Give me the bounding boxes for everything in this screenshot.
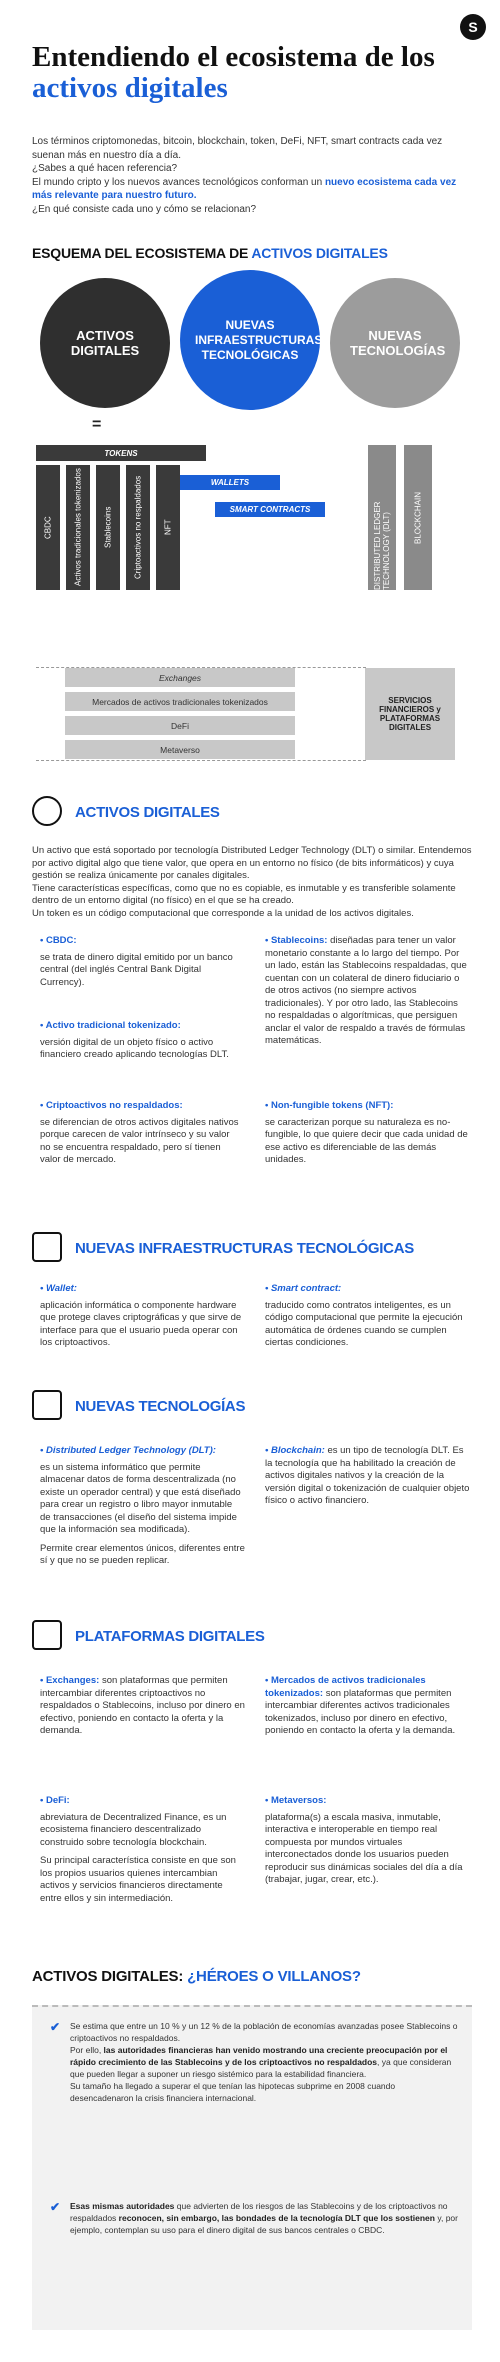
page-title: Entendiendo el ecosistema de los activos digitales <box>32 41 435 104</box>
blocks-icon <box>32 1390 62 1420</box>
col-cbdc: CBDC <box>36 465 60 590</box>
intro-text: Los términos criptomonedas, bitcoin, blockchain, token, DeFi, NFT, smart contracts cada vez suenan más en nuestro día a día. ¿Sabes a qué hacen referencia? El mundo cripto y los nuevos avances tecnológicos conforman un nuevo ecosistema cada vez más relevante para nuestro futuro. ¿En qué consiste cada uno y cómo se relacionan? <box>32 136 457 215</box>
col-stablecoins: Stablecoins <box>96 465 120 590</box>
item-cripto: • Criptoactivos no respaldados: se diferencian de otros activos digitales nativos porque carecen de valor intrínseco y su valor no se encuentra respaldado, pero sí tienen valor de mercado. <box>40 1100 239 1165</box>
col-dlt: DISTRIBUTED LEDGER TECHNOLOGY (DLT) <box>368 445 396 590</box>
item-cbdc: • CBDC: se trata de dinero digital emitido por un banco central (del inglés Central Bank Digital Currency). <box>40 935 233 988</box>
item-mercados: • Mercados de activos tradicionales tokenizados: son plataformas que permiten intercambiar diferentes activos tradicionales tokenizados, incluso por dinero en efectivo, poniendo en contacto la oferta y la demanda. <box>265 1675 456 1736</box>
tokens-bar: TOKENS <box>36 445 206 461</box>
col-blockchain: BLOCKCHAIN <box>404 445 432 590</box>
section-tec-heading: NUEVAS TECNOLOGÍAS <box>75 1398 246 1415</box>
wallet-icon <box>32 1232 62 1262</box>
bar-defi: DeFi <box>65 716 295 735</box>
bar-exchanges: Exchanges <box>65 668 295 687</box>
circle-infraestructuras: NUEVAS INFRAESTRUCTURAS TECNOLÓGICAS <box>180 270 320 410</box>
item-wallet: • Wallet: aplicación informática o componente hardware que protege claves criptográficas y que sirve de interface para que el usuario pueda operar con los criptoactivos. <box>40 1283 242 1348</box>
brand-logo[interactable]: S <box>460 14 486 40</box>
circle-activos: ACTIVOS DIGITALES <box>40 278 170 408</box>
item-nft: • Non-fungible tokens (NFT): se caracterizan porque su naturaleza es no-fungible, lo que quiere decir que cada unidad de ese activo es diferenciable de las demás unidades. <box>265 1100 468 1165</box>
section-activos-heading: ACTIVOS DIGITALES <box>75 804 220 821</box>
item-blockchain: • Blockchain: es un tipo de tecnología DLT. Es la tecnología que ha habilitado la creación de activos digitales nativos y la creación de la versión digital o tokenización de cualquier objeto físico o activo financiero. <box>265 1445 470 1506</box>
item-defi: • DeFi: abreviatura de Decentralized Finance, es un ecosistema financiero descentralizado construido sobre tecnología blockchain. Su principal característica consiste en que son los propios usuarios quienes intercambian activos y servicios financieros directamente entre ellos y sin intermediación. <box>40 1795 236 1904</box>
bar-metaverso: Metaverso <box>65 740 295 759</box>
check-icon: ✔ <box>50 2200 61 2214</box>
item-dlt: • Distributed Ledger Technology (DLT): es un sistema informático que permite almacenar datos de forma descentralizada (no existe un operador central) y que está diseñado para crear un registro o libro mayor inmutable de transacciones (el diseño del sistema impide que la información sea modificada). Permite crear elementos únicos, diferentes entre sí y que no se pueden replicar. <box>40 1445 245 1566</box>
item-tradicional: • Activo tradicional tokenizado: versión digital de un objeto físico o activo financiero creado aplicando tecnologías DLT. <box>40 1020 229 1060</box>
coin-icon <box>32 796 62 826</box>
note-1: Se estima que entre un 10 % y un 12 % de la población de economías avanzadas posee Stablecoins o criptoactivos no respaldados. Por ello, las autoridades financieras han venido mostrando una creciente preocupación por el rápido crecimiento de las Stablecoins y de los criptoactivos no respaldados, ya que consideran que pueden llegar a suponer un riesgo sistémico para la estabilidad financiera. Su tamaño ha llegado a superar el que tenían las hipotecas subprime en 2008 cuando desencadenaron la crisis financiera internacional. <box>70 2021 458 2103</box>
section-infra-heading: NUEVAS INFRAESTRUCTURAS TECNOLÓGICAS <box>75 1240 414 1257</box>
note-2: Esas mismas autoridades que advierten de los riesgos de las Stablecoins y de los criptoactivos no respaldados reconocen, sin embargo, las bondades de la tecnología DLT que los sostienen y, por ejemplo, contemplan su uso para el dinero digital de sus bancos centrales o CBDC. <box>70 2201 458 2235</box>
wallets-box: WALLETS <box>180 475 280 490</box>
section-plat-heading: PLATAFORMAS DIGITALES <box>75 1628 265 1645</box>
item-metaversos: • Metaversos: plataforma(s) a escala masiva, inmutable, interactiva e interoperable en tiempo real compuesta por mundos virtuales interconectados donde los usuarios pueden reproducir sus dinámicas sociales del día a día (trabajar, jugar, crear, etc.). <box>265 1795 463 1885</box>
circle-tecnologias: NUEVAS TECNOLOGÍAS <box>330 278 460 408</box>
item-exchanges: • Exchanges: son plataformas que permiten intercambiar diferentes criptoactivos no respaldados o Stablecoins, incluso por dinero en efectivo, poniendo en contacto la oferta y la demanda. <box>40 1675 245 1736</box>
schema-heading: ESQUEMA DEL ECOSISTEMA DE ACTIVOS DIGITALES <box>32 245 388 261</box>
item-stablecoins: • Stablecoins: diseñadas para tener un valor monetario constante a lo largo del tiempo. Por un lado, están las Stablecoins respaldadas, que cuentan con un colateral de dinero fiduciario o de otros activos (no siempre activos tradicionales). Y por otro lado, las Stablecoins no respaldadas o algorítmicas, que persiguen anclar el valor de respaldo a través de fórmulas matemáticas. <box>265 935 467 1046</box>
bar-mercados: Mercados de activos tradicionales tokenizados <box>65 692 295 711</box>
smart-contracts-box: SMART CONTRACTS <box>215 502 325 517</box>
item-smart: • Smart contract: traducido como contratos inteligentes, es un código computacional que permite la ejecución automática de órdenes cuando se cumplen ciertas condiciones. <box>265 1283 463 1348</box>
box-servicios: SERVICIOS FINANCIEROS y PLATAFORMAS DIGITALES <box>365 668 455 760</box>
col-criptoactivos: Criptoactivos no respaldados <box>126 465 150 590</box>
col-tradicionales: Activos tradicionales tokenizados <box>66 465 90 590</box>
s1-intro: Un activo que está soportado por tecnología Distributed Ledger Technology (DLT) o similar. Entendemos por activo digital algo que tiene valor, que opera en un entorno no físico (de bits informáticos) y cuya gestión se realiza únicamente por canales digitales. Tiene características específicas, como que no es copiable, es inmutable y es transferible solamente dentro de un entorno digital (no físico) en el que se ha creado. Un token es un código computacional que corresponde a la unidad de los activos digitales. <box>32 845 472 919</box>
bank-icon <box>32 1620 62 1650</box>
heroes-heading: ACTIVOS DIGITALES: ¿HÉROES O VILLANOS? <box>32 1968 361 1985</box>
col-nft: NFT <box>156 465 180 590</box>
check-icon: ✔ <box>50 2020 61 2034</box>
equals-sign: = <box>92 416 102 433</box>
